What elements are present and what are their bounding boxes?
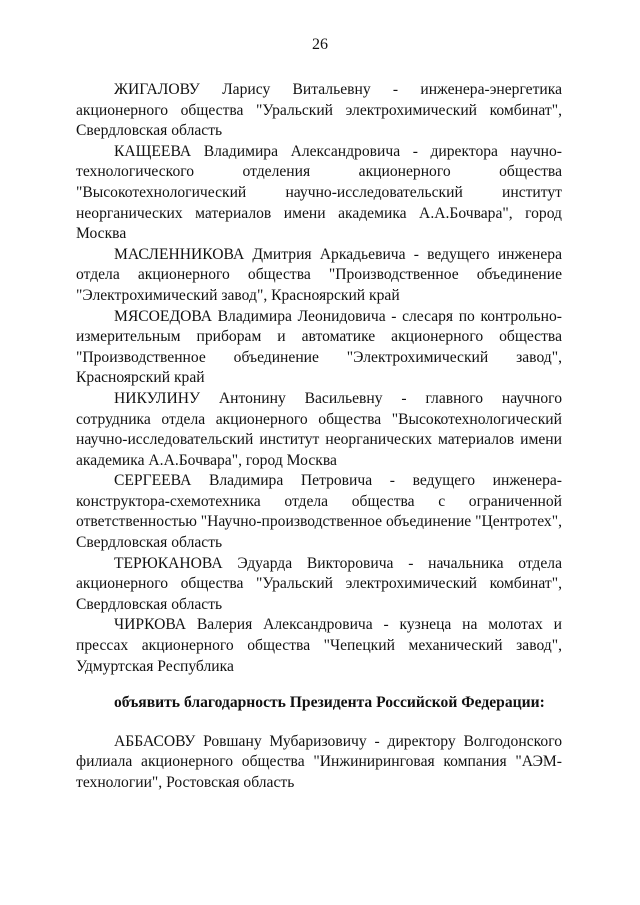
award-entry: ЧИРКОВА Валерия Александровича - кузнеца на молотах и прессах акционерного общества "Чепецкий механический завод", Удмуртская Республика <box>76 616 562 675</box>
section-heading: объявить благодарность Президента Российской Федерации: <box>114 694 545 712</box>
award-entry: МЯСОЕДОВА Владимира Леонидовича - слесаря по контрольно-измерительным приборам и автоматике акционерного общества "Производственное объединение "Электрохимический завод", Красноярский край <box>76 307 562 387</box>
gratitude-entry: АББАСОВУ Ровшану Мубаризовичу - директору Волгодонского филиала акционерного общества "Инжиниринговая компания "АЭМ-технологии", Ростовская область <box>76 732 562 791</box>
award-entry: КАЩЕЕВА Владимира Александровича - директора научно-технологического отделения акционерного общества "Высокотехнологический научно-исследовательский институт неорганических материалов имени академика А.А.Бочвара", город Москва <box>76 142 562 243</box>
award-entry: ЖИГАЛОВУ Ларису Витальевну - инженера-энергетика акционерного общества "Уральский электрохимический комбинат", Свердловская область <box>76 81 562 140</box>
award-entry: ТЕРЮКАНОВА Эдуарда Викторовича - начальника отдела акционерного общества "Уральский электрохимический комбинат", Свердловская область <box>76 554 562 613</box>
award-entry: НИКУЛИНУ Антонину Васильевну - главного научного сотрудника отдела акционерного общества "Высокотехнологический научно-исследовательский институт неорганических материалов имени академика А.А.Бочвара", город Москва <box>76 389 562 469</box>
award-entry: СЕРГЕЕВА Владимира Петровича - ведущего инженера-конструктора-схемотехника отдела общества с ограниченной ответственностью "Научно-производственное объединение "Центротех", Свердловская область <box>76 472 562 552</box>
document-body <box>76 80 562 794</box>
page-number: 26 <box>312 36 328 53</box>
award-entry: МАСЛЕННИКОВА Дмитрия Аркадьевича - ведущего инженера отдела акционерного общества "Производственное объединение "Электрохимический завод", Красноярский край <box>76 245 562 304</box>
